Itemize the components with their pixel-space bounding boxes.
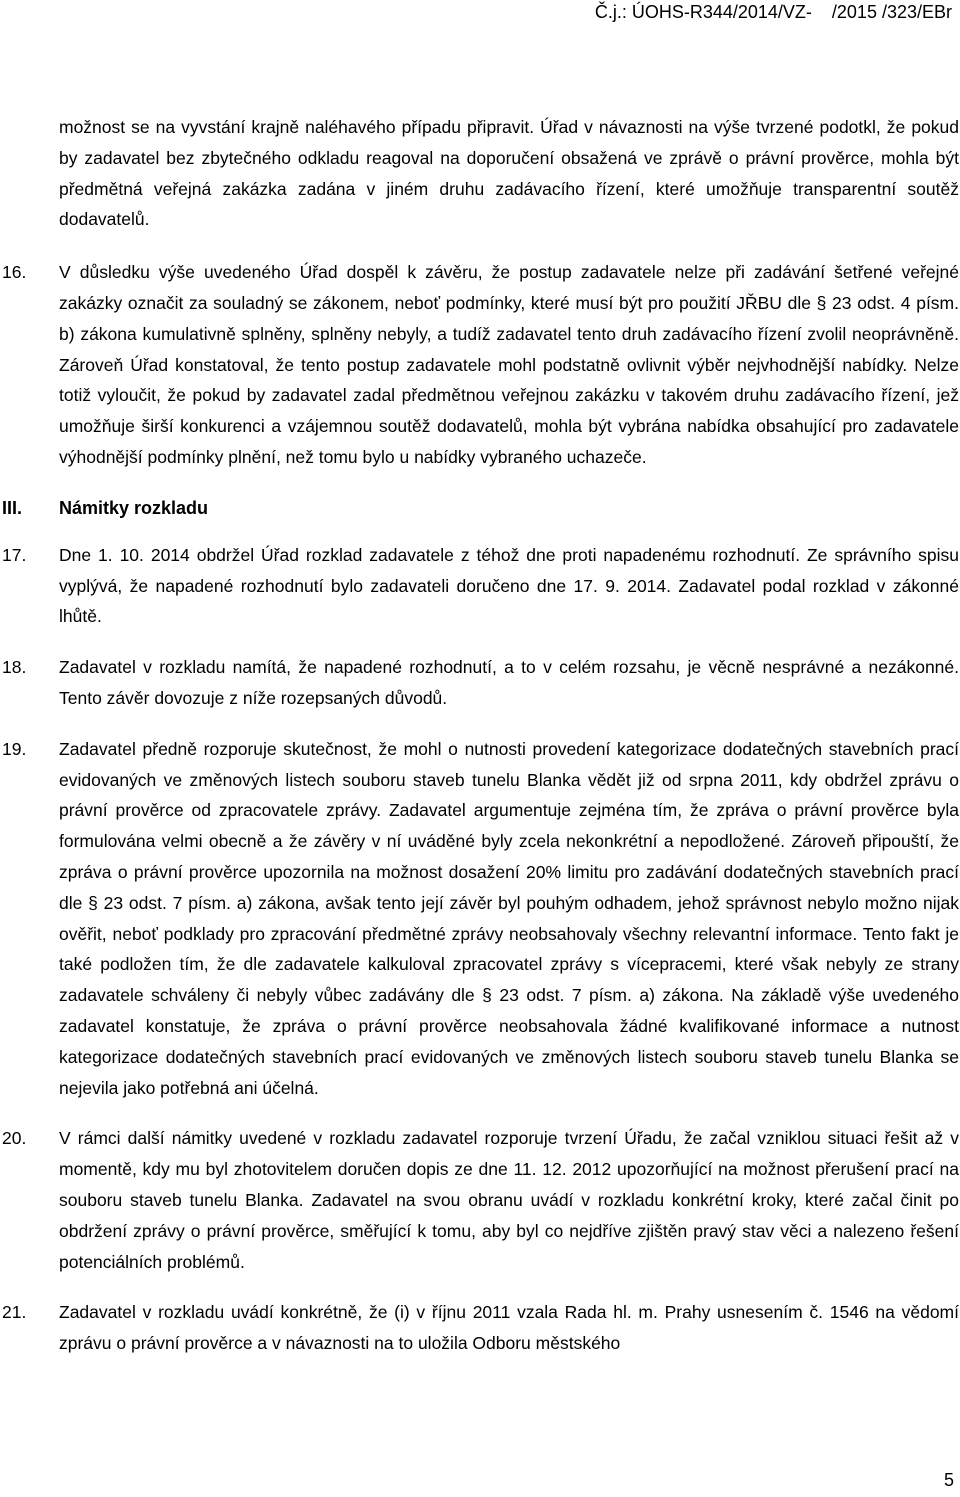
paragraph-19	[0, 734, 959, 1104]
paragraph-number: 19.	[2, 738, 27, 759]
document-body	[0, 112, 960, 1379]
paragraph-text: V důsledku výše uvedeného Úřad dospěl k závěru, že postup zadavatele nelze při zadávání šetřené veřejné zakázky označit za souladný se zákonem, neboť podmínky, které musí být pro použití JŘBU dle § 23 odst. 4 písm. b) zákona kumulativně splněny, splněny nebyly, a tudíž zadavatel tento druh zadávacího řízení zvolil neoprávněně. Zároveň Úřad konstatoval, že tento postup zadavatele mohl podstatně ovlivnit výběr nejvhodnější nabídky. Nelze totiž vyloučit, že pokud by zadavatel zadal předmětnou veřejnou zakázku v takovém druhu zadávacího řízení, jež umožňuje širší konkurenci a vzájemnou soutěž dodavatelů, mohla být vybrána nabídka obsahující pro zadavatele výhodnější podmínky plnění, než tomu bylo u nabídky vybraného uchazeče.	[59, 262, 959, 467]
section-numeral: III.	[2, 497, 23, 518]
paragraph-17	[0, 540, 959, 632]
paragraph-number: 21.	[2, 1302, 27, 1323]
paragraph-15-continuation: možnost se na vyvstání krajně naléhavého případu připravit. Úřad v návaznosti na výše tvrzené podotkl, že pokud by zadavatel bez zbytečného odkladu reagoval na doporučení obsažená ve zprávě o právní prověrce, mohla být předmětná veřejná zakázka zadána v jiném druhu zadávacího řízení, které umožňuje transparentní soutěž dodavatelů.	[59, 117, 959, 230]
paragraph-number: 18.	[2, 657, 27, 678]
paragraph-text: Zadavatel v rozkladu uvádí konkrétně, že (i) v říjnu 2011 vzala Rada hl. m. Prahy usnesením č. 1546 na vědomí zprávu o právní prověrce a v návaznosti na to uložila Odboru městského	[59, 1302, 959, 1354]
paragraph-20	[0, 1123, 959, 1277]
page-number: 5	[943, 1470, 954, 1490]
section-heading	[0, 493, 960, 523]
paragraph-number: 16.	[2, 262, 27, 283]
section-title: Námitky rozkladu	[59, 497, 209, 518]
paragraph-number: 17.	[2, 544, 27, 565]
paragraph-text: V rámci další námitky uvedené v rozkladu zadavatel rozporuje tvrzení Úřadu, že začal vzniklou situaci řešit až v momentě, kdy mu byl zhotovitelem doručen dopis ze dne 11. 12. 2012 upozorňující na možnost přerušení prací na souboru staveb tunelu Blanka. Zadavatel na svou obranu uvádí v rozkladu konkrétní kroky, které začal činit po obdržení zprávy o právní prověrce, směřující k tomu, aby byl co nejdříve zjištěn pravý stav věci a nalezeno řešení potenciálních problémů.	[59, 1128, 959, 1272]
paragraph-21	[0, 1297, 959, 1359]
paragraph-text: Zadavatel v rozkladu namítá, že napadené rozhodnutí, a to v celém rozsahu, je věcně nesprávné a nezákonné. Tento závěr dovozuje z níže rozepsaných důvodů.	[59, 657, 959, 708]
document-reference: Č.j.: ÚOHS-R344/2014/VZ- /2015 /323/EBr	[594, 2, 952, 22]
paragraph-number: 20.	[2, 1128, 27, 1149]
paragraph-text: Dne 1. 10. 2014 obdržel Úřad rozklad zadavatele z téhož dne proti napadenému rozhodnutí. Ze správního spisu vyplývá, že napadené rozhodnutí bylo zadavateli doručeno dne 17. 9. 2014. Zadavatel podal rozklad v zákonné lhůtě.	[59, 544, 959, 627]
paragraph-text: Zadavatel předně rozporuje skutečnost, že mohl o nutnosti provedení kategorizace dodatečných stavebních prací evidovaných ve změnových listech souboru staveb tunelu Blanka vědět již od srpna 2011, kdy obdržel zprávu o právní prověrce od zpracovatele zprávy. Zadavatel argumentuje zejména tím, že zpráva o právní prověrce byla formulována velmi obecně a že závěry v ní uváděné byly zcela nekonkrétní a nepodložené. Zároveň připouští, že zpráva o právní prověrce upozornila na možnost dosažení 20% limitu pro zadávání dodatečných stavebních prací dle § 23 odst. 7 písm. a) zákona, avšak tento její závěr byl pouhým odhadem, jehož správnost nebylo možno nijak ověřit, neboť podklady pro zpracování předmětné zprávy neobsahovaly všechny relevantní informace. Tento fakt je také podložen tím, že dle zadavatele kalkuloval zpracovatel zprávy s vícepracemi, které však nebyly ze strany zadavatele schváleny či nebyly vůbec zadávány dle § 23 odst. 7 písm. a) zákona. Na základě výše uvedeného zadavatel konstatuje, že zpráva o právní prověrce neobsahovala žádné kvalifikované informace a nutnost kategorizace dodatečných stavebních prací evidovaných ve změnových listech souboru staveb tunelu Blanka se nejevila jako potřebná ani účelná.	[59, 738, 959, 1098]
paragraph-18	[0, 652, 959, 714]
paragraph-16	[0, 257, 959, 473]
